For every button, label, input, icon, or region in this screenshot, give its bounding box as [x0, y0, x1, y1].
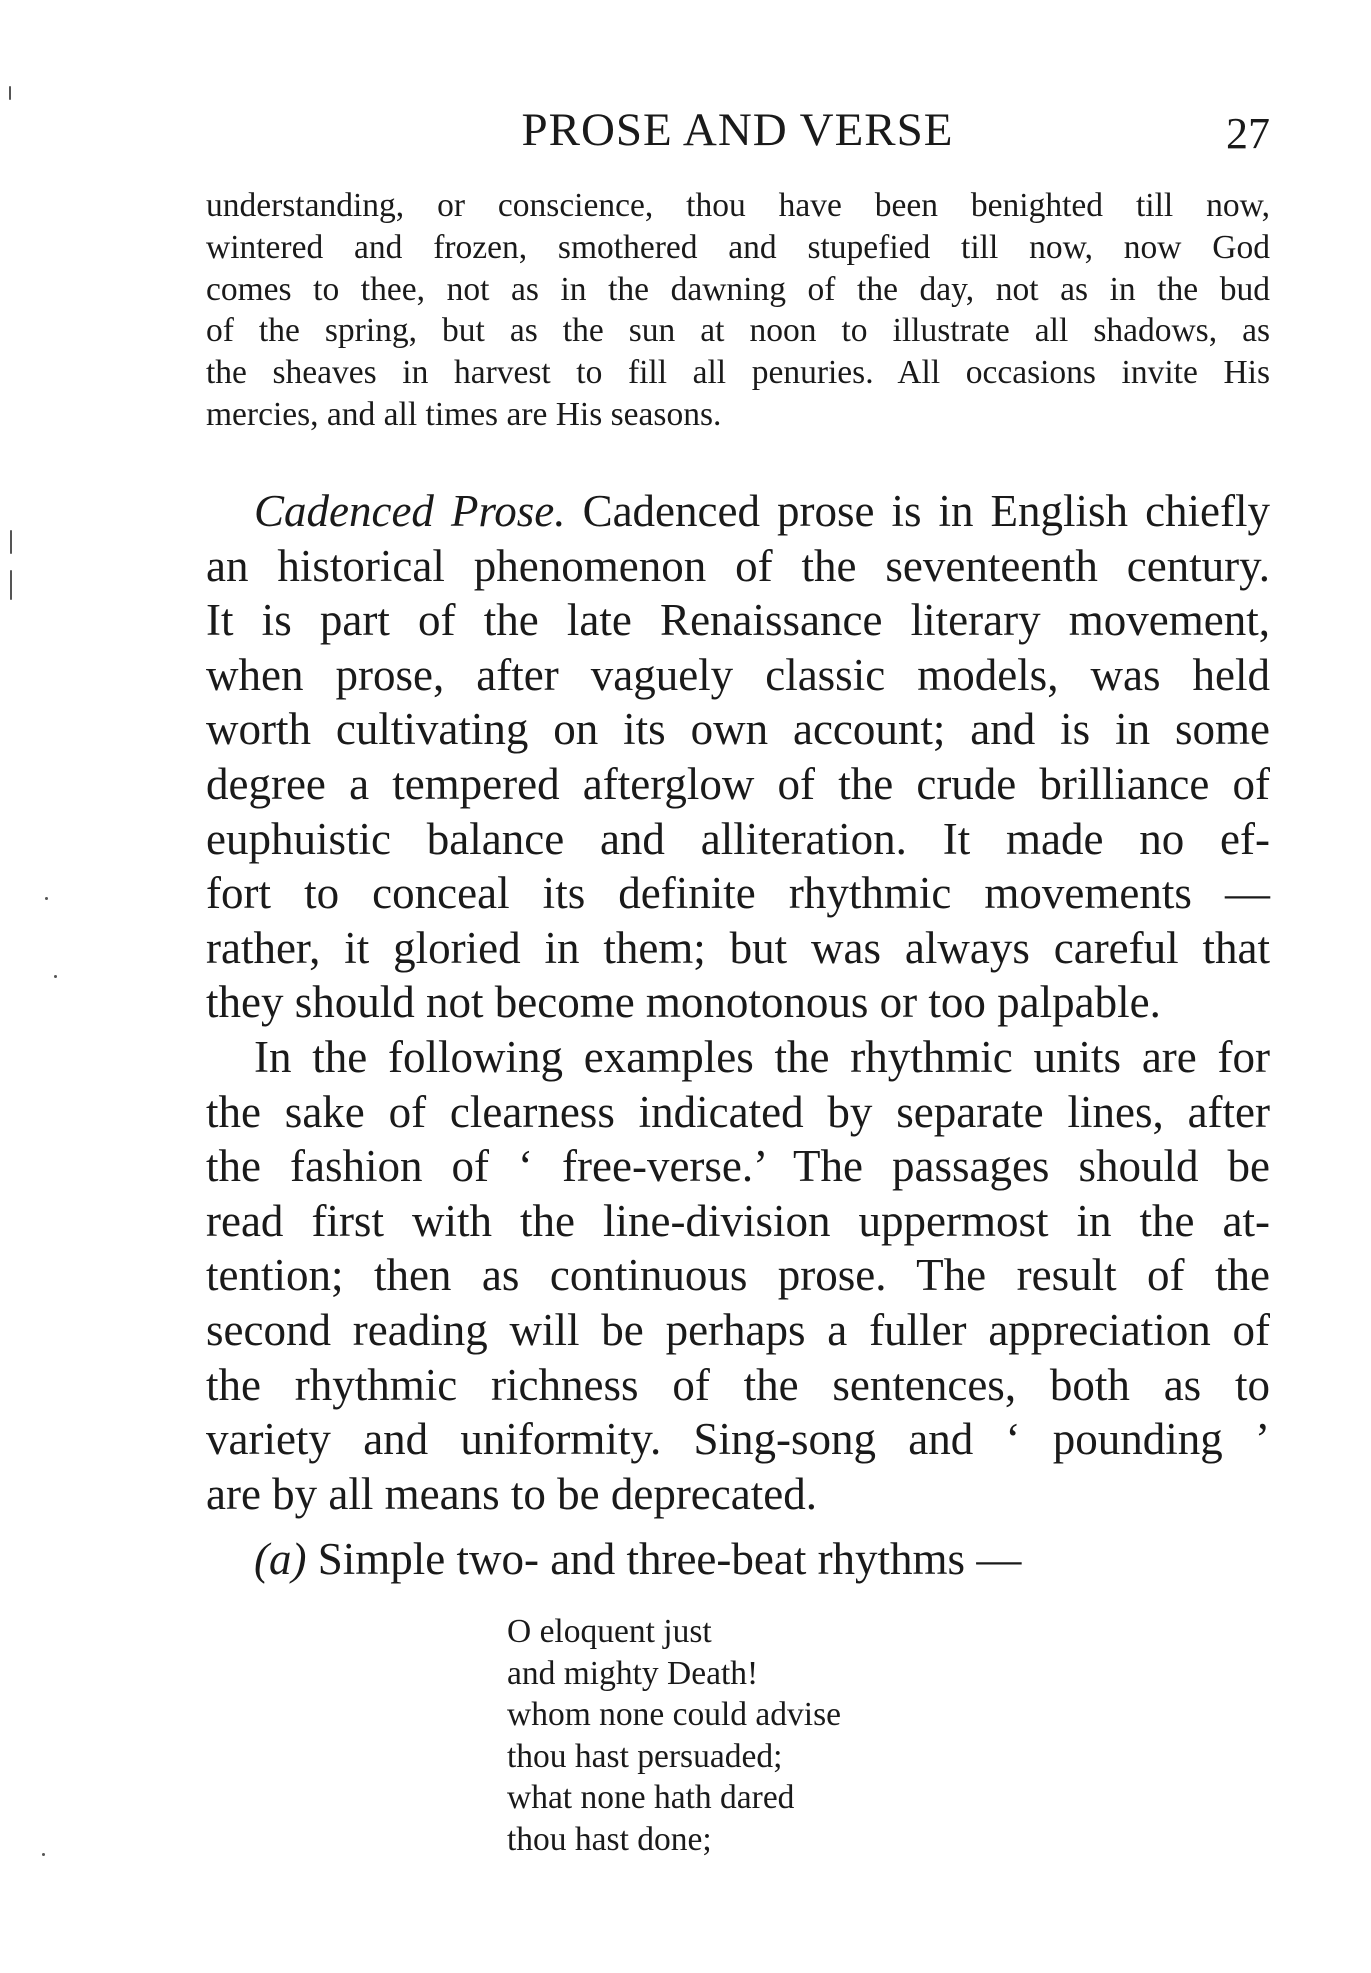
- example-letter: (a): [254, 1534, 307, 1584]
- verse-line: O eloquent just: [507, 1613, 712, 1650]
- body-line: variety and uniformity. Sing-song and ‘ pounding ’: [206, 1414, 1270, 1465]
- body-line: the fashion of ‘ free-verse.’ The passages should be: [206, 1141, 1270, 1192]
- verse-line: and mighty Death!: [507, 1654, 759, 1692]
- quote-line: mercies, and all times are His seasons.: [206, 395, 722, 433]
- verse-line: whom none could advise: [507, 1696, 842, 1733]
- verse-example: [507, 1611, 841, 1860]
- body-line: they should not become monotonous or too palpable.: [206, 977, 1161, 1028]
- verse-line: what none hath dared: [507, 1779, 795, 1816]
- quoted-passage: [206, 185, 1270, 436]
- body-line: fort to conceal its definite rhythmic movements —: [206, 868, 1270, 919]
- scan-speck: [45, 897, 48, 900]
- body-line-text: Cadenced prose is in English chiefly: [582, 486, 1271, 536]
- page-number: 27: [1226, 109, 1270, 158]
- quote-line: understanding, or conscience, thou have been benighted till now,: [206, 187, 1270, 224]
- verse-line: thou hast done;: [507, 1820, 712, 1858]
- scan-speck: [9, 86, 11, 100]
- body-line: an historical phenomenon of the seventeenth century.: [206, 540, 1270, 591]
- body-line-text: In the following examples the rhythmic units are for: [254, 1031, 1270, 1082]
- quote-line: comes to thee, not as in the dawning of the day, not as in the bud: [206, 270, 1270, 308]
- section-heading: Cadenced Prose.: [254, 486, 566, 536]
- scan-speck: [10, 530, 12, 554]
- running-title: PROSE AND VERSE: [521, 104, 954, 156]
- body-line: It is part of the late Renaissance literary movement,: [206, 595, 1270, 646]
- body-line: the rhythmic richness of the sentences, both as to: [206, 1359, 1270, 1410]
- body-text: [206, 484, 1270, 1521]
- body-line: euphuistic balance and alliteration. It made no ef-: [206, 813, 1270, 864]
- body-line: rather, it gloried in them; but was always careful that: [206, 922, 1270, 973]
- body-line: when prose, after vaguely classic models, was held: [206, 649, 1270, 700]
- quote-line: the sheaves in harvest to fill all penuries. All occasions invite His: [206, 354, 1270, 392]
- quote-line: wintered and frozen, smothered and stupefied till now, now God: [206, 228, 1270, 266]
- body-line: worth cultivating on its own account; and is in some: [206, 704, 1270, 755]
- body-line: are by all means to be deprecated.: [206, 1468, 817, 1519]
- verse-line: thou hast persuaded;: [507, 1737, 783, 1775]
- scan-speck: [10, 570, 12, 600]
- body-line: second reading will be perhaps a fuller appreciation of: [206, 1304, 1270, 1355]
- body-line: the sake of clearness indicated by separate lines, after: [206, 1086, 1270, 1137]
- example-label: [254, 1531, 1021, 1587]
- running-head: [205, 100, 1270, 160]
- scan-speck: [54, 975, 57, 978]
- body-line: degree a tempered afterglow of the crude brilliance of: [206, 758, 1270, 809]
- body-line: [206, 1030, 1270, 1085]
- body-line: [206, 484, 1270, 539]
- quote-line: of the spring, but as the sun at noon to illustrate all shadows, as: [206, 312, 1270, 350]
- body-line: read first with the line-division uppermost in the at-: [206, 1195, 1270, 1246]
- scan-speck: [42, 1853, 45, 1856]
- body-line: tention; then as continuous prose. The result of the: [206, 1250, 1270, 1301]
- example-title: Simple two- and three-beat rhythms —: [317, 1534, 1022, 1584]
